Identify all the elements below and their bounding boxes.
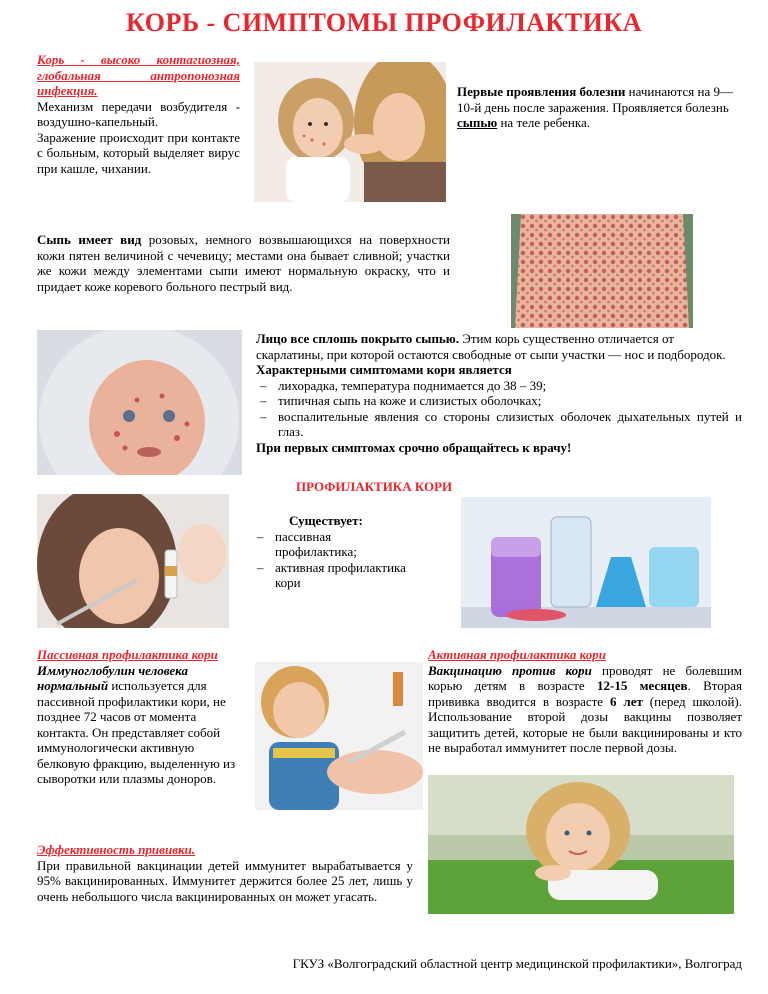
girl-on-grass-photo bbox=[428, 775, 734, 914]
passive-text bbox=[37, 663, 242, 787]
symptoms-block bbox=[256, 331, 742, 455]
efficacy-block bbox=[37, 842, 413, 904]
efficacy-text: При правильной вакцинации детей иммунитет вырабатывается у 95% вакцинированных. Иммунитет держится более 25 лет, лишь у очень небольшого числа вакцинированных он может угасать. bbox=[37, 857, 413, 904]
passive-bold: Иммуноглобулин человека нормальный bbox=[37, 662, 188, 693]
lab-flasks-photo bbox=[461, 497, 711, 628]
rash-bold: Сыпь имеет вид bbox=[37, 232, 142, 247]
active-text3: (перед школой). Использование второй дозы вакцины позволяет защитить детей, которые не были вакцинированы и кто не выработал иммунитет после первой дозы. bbox=[428, 693, 742, 755]
rash-word: сыпью bbox=[457, 115, 498, 130]
call-doctor-text: При первых симптомах срочно обращайтесь к врачу! bbox=[256, 439, 572, 455]
intro-heading: Корь - высоко контагиозная, глобальная антропонозная инфекция. bbox=[37, 52, 240, 98]
prevention-types bbox=[253, 513, 413, 591]
first-signs-text1: начинаются на 9—10-й день после заражения. Проявляется болезнь bbox=[457, 84, 733, 115]
mother-child-photo bbox=[254, 62, 446, 202]
prevention-heading: ПРОФИЛАКТИКА КОРИ bbox=[296, 479, 453, 494]
prevention-item: – пассивная профилактика; bbox=[253, 529, 413, 560]
active-text1: проводят не болевшим корью детям в возрасте bbox=[428, 662, 742, 693]
footer-text: ГКУЗ «Волгоградский областной центр медицинской профилактики», Волгоград bbox=[292, 956, 742, 971]
face-bold: Лицо все сплошь покрыто сыпью. bbox=[256, 331, 459, 346]
intro-block bbox=[37, 52, 240, 176]
symptom-item: – воспалительные явления со стороны слизистых оболочек дыхательных путей и глаз. bbox=[256, 409, 742, 440]
passive-desc: используется для пассивной профилактики кори, не позднее 72 часов от момента контакта. Он представляет собой иммунологически активную белковую фракцию, выделенную из сыворотки или плазмы доноров. bbox=[37, 678, 236, 786]
intro-mechanism: Механизм передачи возбудителя - воздушно-капельный. bbox=[37, 98, 240, 129]
face-desc: Этим корь существенно отличается от скарлатины, при которой остаются свободные от сыпи участки — нос и подбородок. bbox=[256, 331, 726, 362]
symptom-item: – типичная сыпь на коже и слизистых оболочках; bbox=[256, 393, 742, 409]
first-signs-bold: Первые проявления болезни bbox=[457, 84, 626, 99]
exists-label: Существует: bbox=[289, 513, 363, 528]
child-vaccination-photo bbox=[255, 662, 423, 810]
baby-face-photo bbox=[37, 330, 242, 475]
rash-skin-photo bbox=[511, 214, 693, 328]
injection-photo bbox=[37, 494, 229, 628]
symptoms-heading: Характерными симптомами кори является bbox=[256, 362, 512, 377]
face-text bbox=[256, 331, 742, 362]
symptom-item: – лихорадка, температура поднимается до 38 – 39; bbox=[256, 378, 742, 394]
active-bold1: Вакцинацию против кори bbox=[428, 662, 592, 678]
intro-infection: Заражение происходит при контакте с больным, который выделяет вирус при кашле, чихании. bbox=[37, 129, 240, 176]
first-signs-text2: на теле ребенка. bbox=[497, 115, 590, 130]
prevention-item: – активная профилактика кори bbox=[253, 560, 413, 591]
passive-block bbox=[37, 647, 242, 787]
active-age2: 6 лет bbox=[610, 693, 643, 709]
active-heading: Активная профилактика кори bbox=[428, 647, 606, 662]
passive-heading: Пассивная профилактика кори bbox=[37, 647, 218, 662]
first-signs-text bbox=[457, 84, 742, 131]
symptoms-list bbox=[256, 378, 742, 440]
active-block bbox=[428, 647, 742, 756]
page-title: КОРЬ - СИМПТОМЫ ПРОФИЛАКТИКА bbox=[126, 8, 642, 37]
active-age1: 12-15 месяцев bbox=[596, 678, 688, 693]
rash-description bbox=[37, 232, 450, 294]
efficacy-heading: Эффективность прививки. bbox=[37, 842, 196, 857]
active-text bbox=[428, 663, 742, 756]
rash-text: розовых, немного возвышающихся на поверхности кожи пятен величиной с чечевицу; местами она бывает сливной; участки же кожи между элементами сыпи имеют нормальную окраску, что и придает коже коревого больного пестрый вид. bbox=[37, 232, 451, 294]
prevention-list bbox=[253, 529, 413, 591]
active-text2: . Вторая прививка вводится в возрасте bbox=[428, 678, 742, 709]
